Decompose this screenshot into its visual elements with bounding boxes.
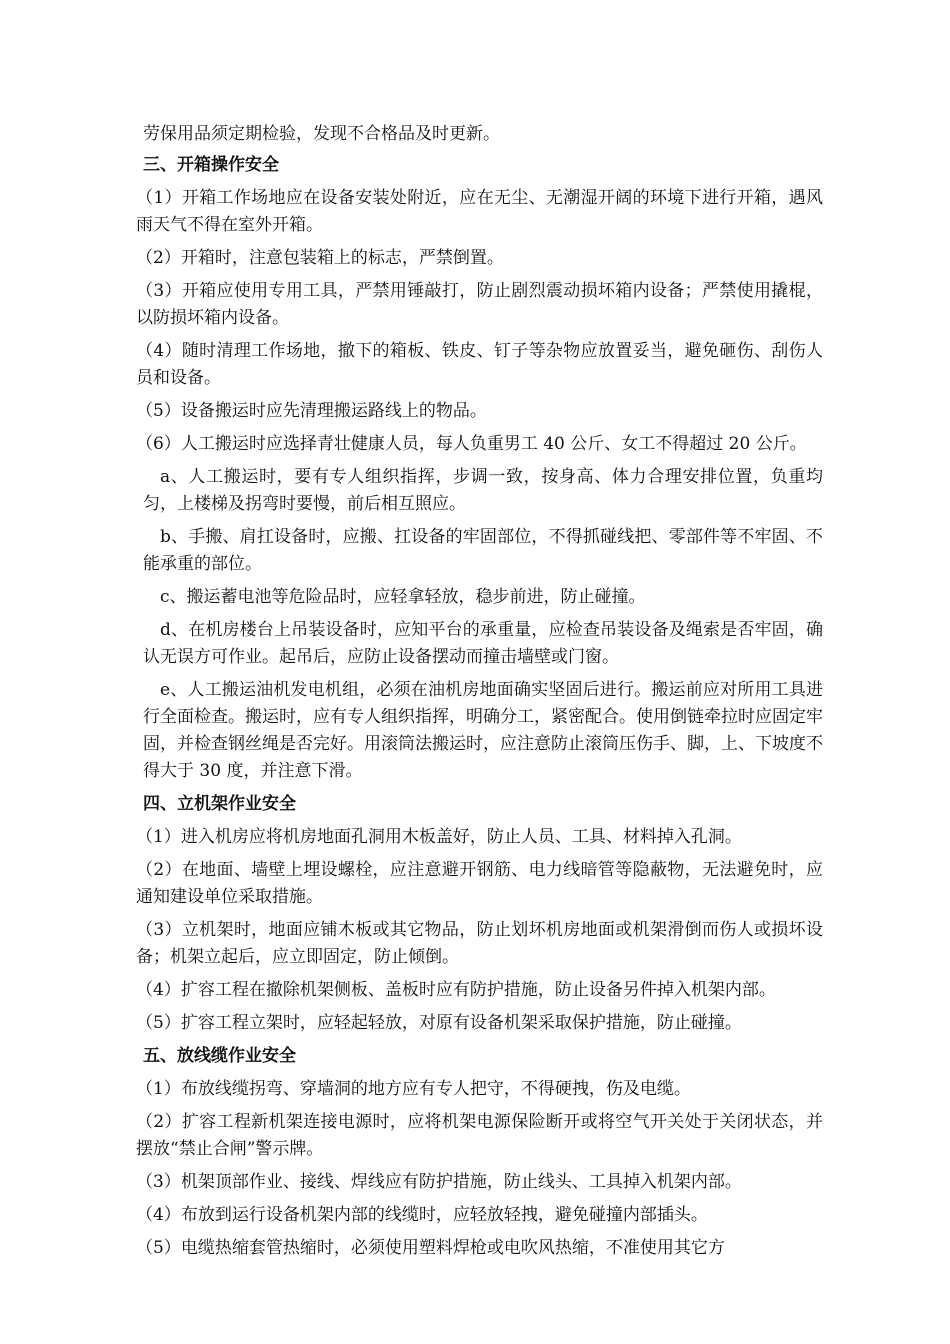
- section-item: （1）进入机房应将机房地面孔洞用木板盖好，防止人员、工具、材料掉入孔洞。: [136, 827, 742, 847]
- section-subitem: d、在机房楼台上吊装设备时，应知平台的承重量，应检查吊装设备及绳索是否牢固，确认无误方可作业。起吊后，应防止设备摆动而撞击墙壁或门窗。: [143, 620, 823, 667]
- section-subitem: e、人工搬运油机发电机组，必须在油机房地面确实坚固后进行。搬运前应对所用工具进行全面检查。搬运时，应有专人组织指挥，明确分工，紧密配合。使用倒链牵拉时应固定牢固，并检查钢丝绳是否完好。用滚筒法搬运时，应注意防止滚筒压伤手、脚，上、下坡度不得大于 30 度，并注意下滑。: [143, 680, 823, 781]
- document-page: [136, 121, 823, 1268]
- section-item: （5）扩容工程立架时，应轻起轻放，对原有设备机架采取保护措施，防止碰撞。: [136, 1013, 742, 1033]
- section-item: （5）电缆热缩套管热缩时，必须使用塑料焊枪或电吹风热缩，不准使用其它方: [136, 1238, 725, 1258]
- section-heading-unpacking: 三、开箱操作安全: [143, 155, 279, 175]
- section-item: （4）随时清理工作场地，撤下的箱板、铁皮、钉子等杂物应放置妥当，避免砸伤、刮伤人员和设备。: [136, 341, 823, 388]
- section-item: （3）机架顶部作业、接线、焊线应有防护措施，防止线头、工具掉入机架内部。: [136, 1172, 742, 1192]
- section-heading-rack-installation: 四、立机架作业安全: [143, 794, 296, 814]
- section-item: （2）扩容工程新机架连接电源时，应将机架电源保险断开或将空气开关处于关闭状态，并摆放“禁止合闸”警示牌。: [136, 1112, 823, 1159]
- section-heading-cabling: 五、放线缆作业安全: [143, 1046, 296, 1066]
- section-subitem: b、手搬、肩扛设备时，应搬、扛设备的牢固部位，不得抓碰线把、零部件等不牢固、不能承重的部位。: [143, 527, 823, 574]
- section-subitem: a、人工搬运时，要有专人组织指挥，步调一致，按身高、体力合理安排位置，负重均匀，上楼梯及拐弯时要慢，前后相互照应。: [143, 467, 823, 514]
- section-item: （2）开箱时，注意包装箱上的标志，严禁倒置。: [136, 248, 504, 268]
- section-subitem: c、搬运蓄电池等危险品时，应轻拿轻放，稳步前进，防止碰撞。: [160, 587, 646, 607]
- section-item: （1）开箱工作场地应在设备安装处附近，应在无尘、无潮湿开阔的环境下进行开箱，遇风雨天气不得在室外开箱。: [136, 188, 823, 235]
- section-item: （4）扩容工程在撤除机架侧板、盖板时应有防护措施，防止设备另件掉入机架内部。: [136, 980, 776, 1000]
- section-item: （3）立机架时，地面应铺木板或其它物品，防止划坏机房地面或机架滑倒而伤人或损坏设备；机架立起后，应立即固定，防止倾倒。: [136, 920, 823, 967]
- intro-paragraph: 劳保用品须定期检验，发现不合格品及时更新。: [143, 124, 500, 144]
- section-item: （6）人工搬运时应选择青壮健康人员，每人负重男工 40 公斤、女工不得超过 20 公斤。: [136, 434, 807, 454]
- section-item: （5）设备搬运时应先清理搬运路线上的物品。: [136, 401, 487, 421]
- section-item: （4）布放到运行设备机架内部的线缆时，应轻放轻拽，避免碰撞内部插头。: [136, 1205, 708, 1225]
- section-item: （2）在地面、墙壁上埋设螺栓，应注意避开钢筋、电力线暗管等隐蔽物，无法避免时，应通知建设单位采取措施。: [136, 860, 823, 907]
- section-item: （1）布放线缆拐弯、穿墙洞的地方应有专人把守，不得硬拽，伤及电缆。: [136, 1079, 691, 1099]
- section-item: （3）开箱应使用专用工具，严禁用锤敲打，防止剧烈震动损坏箱内设备；严禁使用撬棍，以防损坏箱内设备。: [136, 281, 823, 328]
